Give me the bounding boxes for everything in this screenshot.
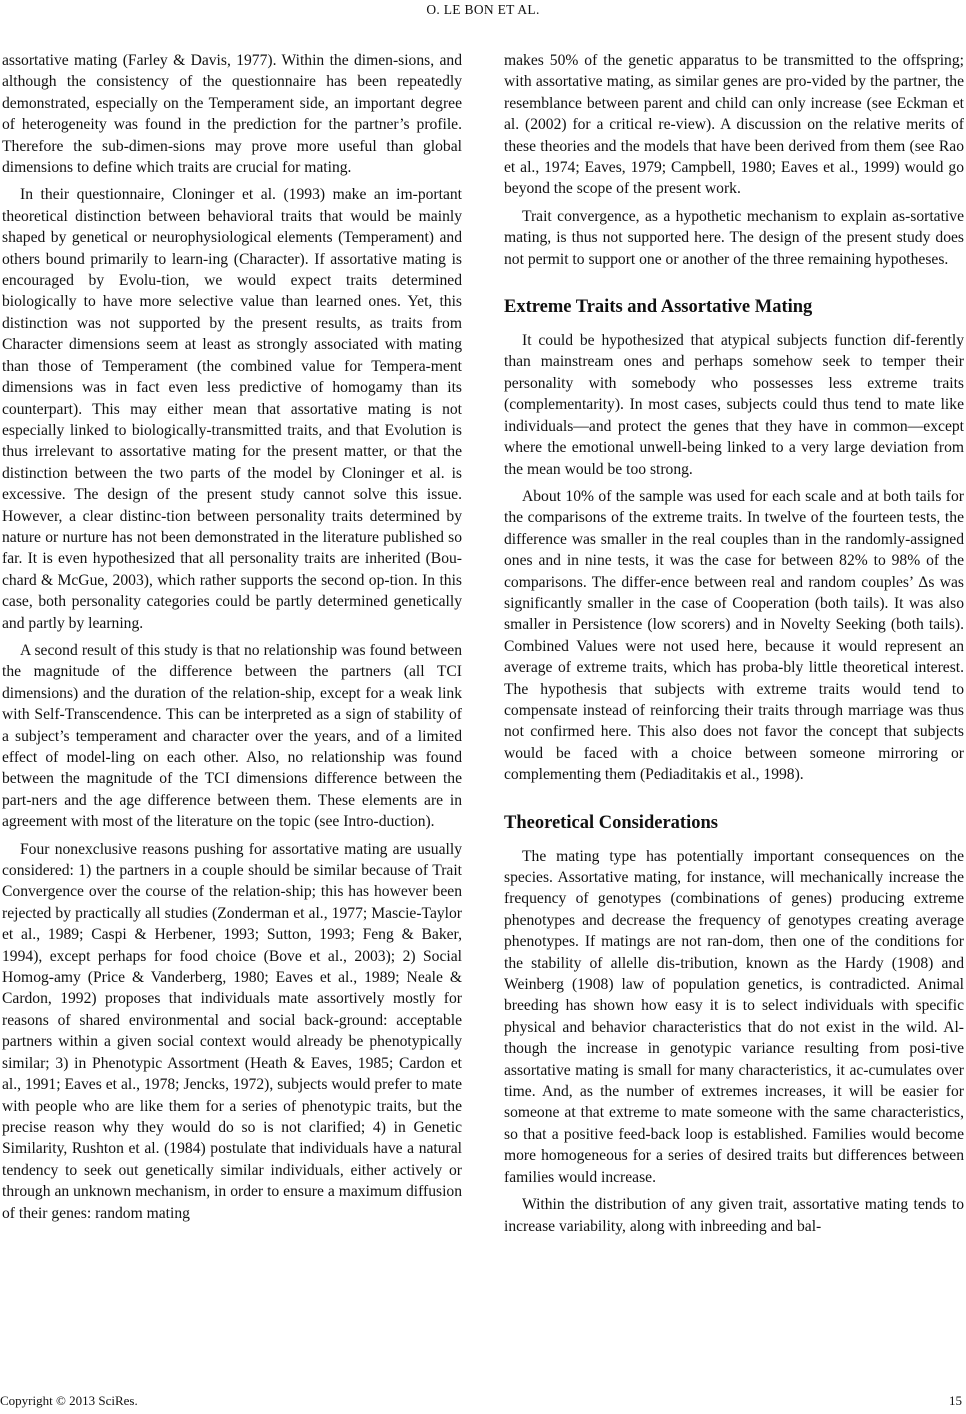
section-heading: Extreme Traits and Assortative Mating bbox=[504, 297, 813, 318]
paragraph: A second result of this study is that no relationship was found between the magnitude of the difference between the partners (all TCI dimensions) and the duration of the relation-ship, except for a weak link with Self-Transcendence. This can be interpreted as a sign of stability of a subject’s temperament and character over the years, and of a limited effect of model-ling on each other. Also, no relationship was found between the magnitude of the TCI dimensions difference between the part-ners and the age difference between them. These elements are in agreement with most of the literature on the topic (see Intro-duction). bbox=[2, 641, 462, 831]
paragraph: Within the distribution of any given trait, assortative mating tends to increase variability, along with inbreeding and bal- bbox=[504, 1196, 964, 1235]
paragraph: About 10% of the sample was used for each scale and at both tails for the comparisons of the extreme traits. In twelve of the fourteen tests, the difference was smaller in the real couples than in the randomly-assigned ones and in nine tests, it was the case for between 82% to 98% of the comparisons. The differ-ence between real and random couples’ Δs was significantly smaller in the case of Cooperation (both tails). It was also smaller in Persistence (low scorers) and in Novelty Seeking (both tails). Combined Values were not used here, because it would represent an average of extreme traits, which has proba-bly little theoretical interest. The hypothesis that subjects with extreme traits would tend to compensate instead of reinforcing their traits through marriage was thus not confirmed here. This also does not favor the concept that subjects would be faced with a choice between someone mirroring or complementing them (Pediaditakis et al., 1998). bbox=[504, 487, 964, 784]
paragraph: Four nonexclusive reasons pushing for assortative mating are usually considered: 1) the partners in a couple should be similar because of Trait Convergence over the course of the relation-ship; this has however been rejected by practically all studies (Zonderman et al., 1977; Mascie-Taylor et al., 1989; Caspi & Herbener, 1993; Sutton, 1993; Feng & Baker, 1994), except perhaps for food choice (Bove et al., 2003); 2) Social Homog-amy (Price & Vanderberg, 1980; Eaves et al., 1989; Neale & Cardon, 1992) proposes that individuals mate assortively mostly for reasons of shared environmental and social back-ground: acceptable partners within a given social context would already be phenotypically similar; 3) in Phenotypic Assortment (Heath & Eaves, 1985; Cardon et al., 1991; Eaves et al., 1978; Jencks, 1972), subjects would prefer to mate with people who are like them for a series of phenotypic traits, but the precise reason why they would do so is not clarified; 4) in Genetic Similarity, Rushton et al. (1984) postulate that individuals have a natural tendency to seek out genetically similar individuals, either actively or through an unknown mechanism, in order to ensure a maximum diffusion of their genes: random mating bbox=[2, 840, 462, 1222]
right-column bbox=[504, 50, 964, 1243]
paragraph: Trait convergence, as a hypothetic mechanism to explain as-sortative mating, is thus not supported here. The design of the present study does not permit to support one or another of the three remaining hypotheses. bbox=[504, 207, 964, 268]
paragraph: In their questionnaire, Cloninger et al. (1993) make an im-portant theoretical distinction between behavioral traits that would be mainly shaped by genetical or neurophysiological elements (Temperament) and others bound primarily to learn-ing (Character). If assortative mating is encouraged by Evolu-tion, we would expect traits determined biologically to have more selective value than learned ones. Yet, this distinction was not supported by the present results, as traits from Character dimensions seem at least as strongly associated with mating than those of Temperament (the combined value for Tempera-ment dimensions was in fact even less predictive of homogamy than its counterpart). This may either mean that assortative mating is not especially linked to biologically-transmitted traits, and that Evolution is thus irrelevant to assortative mating for the present matter, or that the distinction between the two parts of the model by Cloninger et al. is excessive. The design of the present study cannot solve this issue. However, a clear distinc-tion between personality traits determined by nature or nurture has not been demonstrated in the literature published so far. It is even hypothesized that all personality traits are inherited (Bou-chard & McGue, 2003), which rather supports the second op-tion. In this case, both personality categories could be partly determined genetically and partly by learning. bbox=[2, 186, 462, 632]
paragraph: assortative mating (Farley & Davis, 1977). Within the dimen-sions, and although the consistency of the questionnaire has been repeatedly demonstrated, especially on the Temperament side, an important degree of heterogeneity was found in the prediction for the partner’s profile. Therefore the sub-dimen-sions may prove more useful than global dimensions to define which traits are crucial for mating. bbox=[2, 52, 462, 177]
left-column bbox=[2, 50, 462, 1230]
running-header: O. LE BON ET AL. bbox=[426, 2, 540, 17]
paragraph: makes 50% of the genetic apparatus to be transmitted to the offspring; with assortative mating, as similar genes are pro-vided by the partner, the resemblance between parent and child can only increase (see Eckman et al. (2002) for a critical re-view). A discussion on the relative merits of these theories and the models that have been derived from them (see Rao et al., 1974; Eaves, 1979; Campbell, 1980; Eaves et al., 1999) would go beyond the scope of the present work. bbox=[504, 52, 964, 198]
page-number: 15 bbox=[949, 1393, 962, 1408]
paragraph: It could be hypothesized that atypical subjects function dif-ferently than mainstream ones and perhaps somehow seek to temper their personality with somebody who possesses less extreme traits (complementarity). In most cases, subjects could thus tend to mate like individuals—and protect the genes that they have in common—except where the emotional unwell-being linked to a very large deviation from the mean would be too strong. bbox=[504, 332, 964, 478]
section-heading: Theoretical Considerations bbox=[504, 812, 718, 833]
copyright-notice: Copyright © 2013 SciRes. bbox=[0, 1393, 138, 1408]
paragraph: The mating type has potentially important consequences on the species. Assortative mating, for instance, will mechanically increase the frequency of genotypes (combinations of genes) producing extreme phenotypes and decrease the frequency of genotypes creating average phenotypes. If matings are not ran-dom, then one of the conditions for the stability of allelle dis-tribution, known as the Hardy (1908) and Weinberg (1908) law of population genetics, is contradicted. Animal breeding has shown how easy it is to select individuals with specific physical and behavior characteristics that do not exist in the wild. Al-though the increase in genotypic variance resulting from posi-tive assortative mating is small for many characteristics, it ac-cumulates over time. And, as the number of extremes increases, it will be easier for someone at that extreme to mate someone with the same characteristics, so that a positive feed-back loop is established. Families would become more homogeneous for a series of desired traits but differences between families would increase. bbox=[504, 847, 964, 1186]
